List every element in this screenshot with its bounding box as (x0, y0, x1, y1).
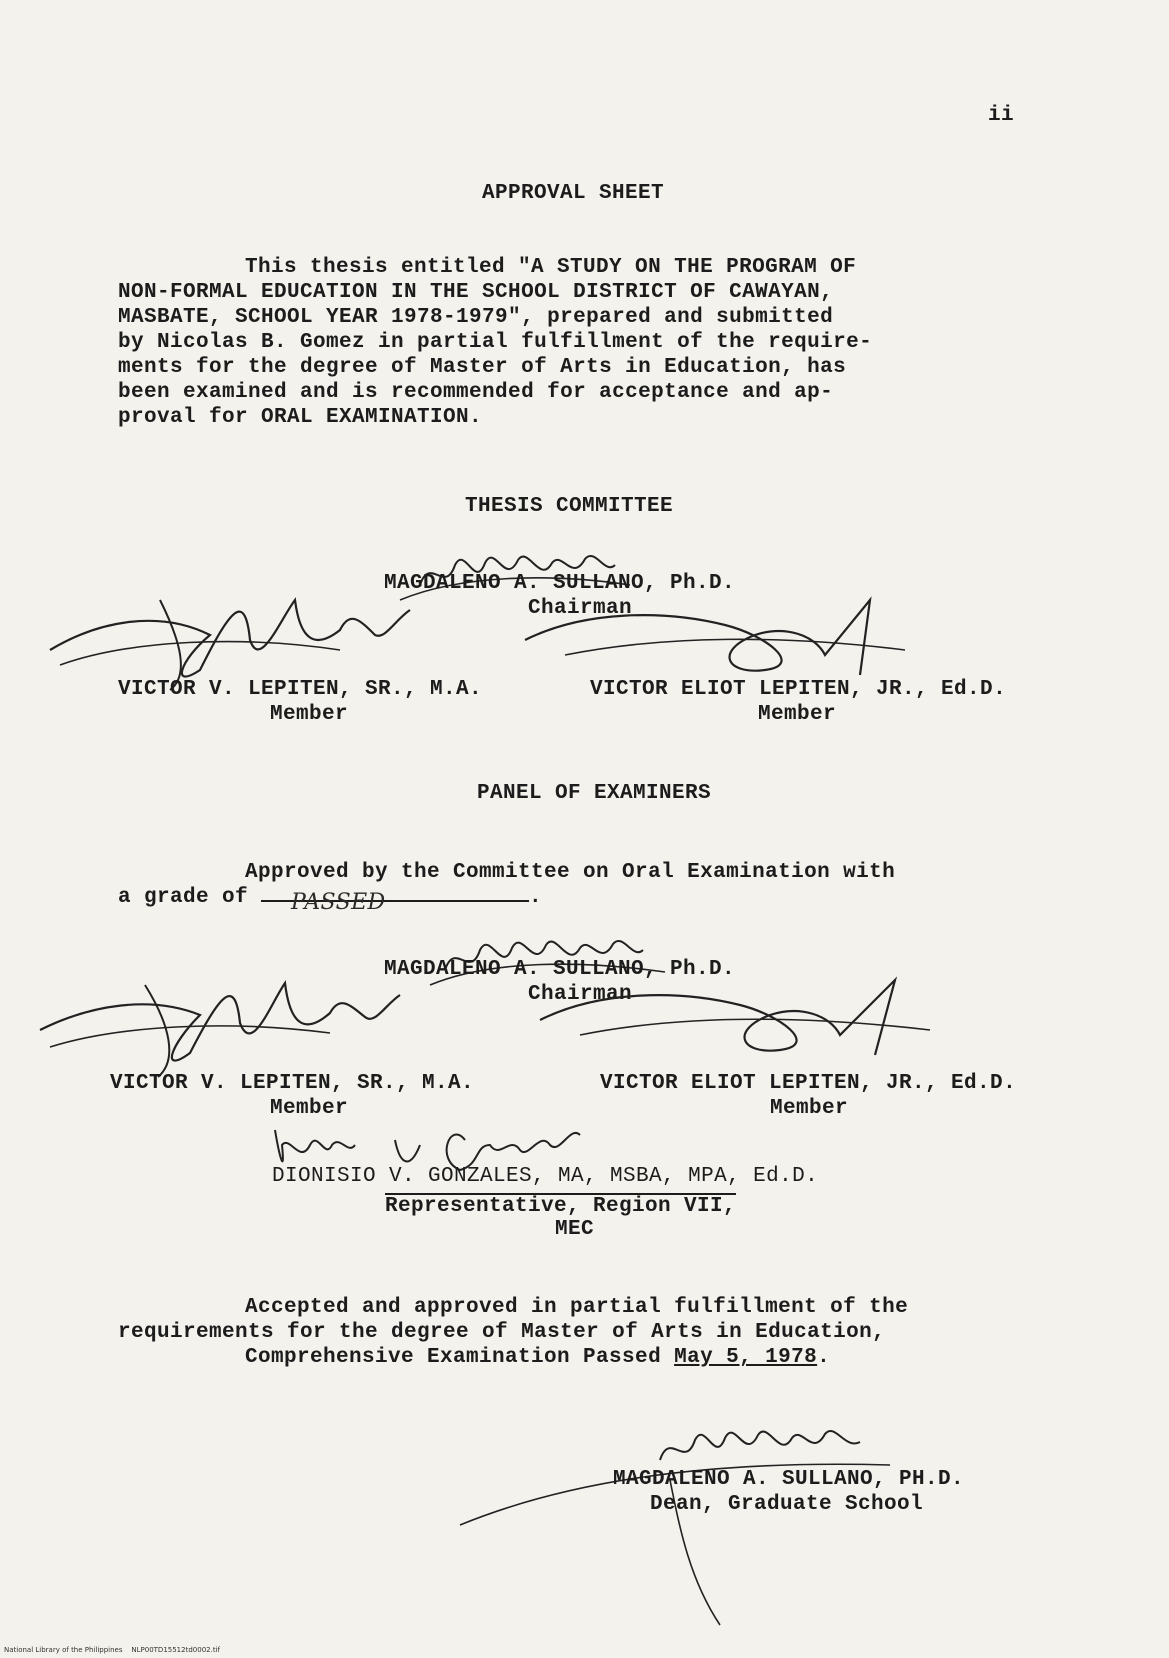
committee-member2-role: Member (758, 703, 837, 726)
acceptance-prefix: Comprehensive Examination Passed (245, 1346, 675, 1369)
grade-value: PASSED (291, 890, 386, 915)
dean-name: MAGDALENO A. SULLANO, PH.D. (613, 1468, 965, 1491)
member2-signature (525, 595, 915, 685)
panel-chair-role: Chairman (528, 983, 633, 1006)
dean-role: Dean, Graduate School (650, 1493, 924, 1516)
page-title: APPROVAL SHEET (482, 182, 665, 205)
panel-member2-signature (540, 975, 940, 1065)
intro-line: been examined and is recommended for acceptance and ap- (118, 381, 834, 404)
panel-member2-name: VICTOR ELIOT LEPITEN, JR., Ed.D. (600, 1072, 1017, 1095)
committee-member2-name: VICTOR ELIOT LEPITEN, JR., Ed.D. (590, 678, 1007, 701)
intro-line: NON-FORMAL EDUCATION IN THE SCHOOL DISTRICT OF CAWAYAN, (118, 281, 834, 304)
intro-line: by Nicolas B. Gomez in partial fulfillment of the require- (118, 331, 873, 354)
acceptance-suffix: . (817, 1346, 831, 1369)
acceptance-date: May 5, 1978 (674, 1346, 818, 1369)
intro-line: This thesis entitled "A STUDY ON THE PROGRAM OF (245, 256, 857, 279)
grade-prefix: a grade of (118, 886, 249, 909)
representative-name: DIONISIO V. GONZALES, MA, MSBA, MPA, Ed.D. (272, 1165, 819, 1188)
committee-heading: THESIS COMMITTEE (465, 495, 674, 518)
acceptance-line (245, 1345, 830, 1370)
committee-member1-role: Member (270, 703, 349, 726)
dean-signature (450, 1420, 910, 1630)
grade-field (261, 890, 529, 915)
panel-member1-name: VICTOR V. LEPITEN, SR., M.A. (110, 1072, 475, 1095)
footer-caption: National Library of the Philippines NLP00TD15512td0002.tif (4, 1646, 220, 1654)
intro-line: MASBATE, SCHOOL YEAR 1978-1979", prepared and submitted (118, 306, 834, 329)
panel-member2-role: Member (770, 1097, 849, 1120)
committee-member1-name: VICTOR V. LEPITEN, SR., M.A. (118, 678, 483, 701)
grade-suffix: . (529, 886, 543, 909)
panel-chair-name: MAGDALENO A. SULLANO, Ph.D. (384, 958, 736, 981)
panel-grade-line (118, 885, 543, 915)
representative-org: MEC (555, 1218, 595, 1241)
acceptance-line: requirements for the degree of Master of Arts in Education, (118, 1321, 886, 1344)
committee-chair-role: Chairman (528, 597, 633, 620)
intro-line: ments for the degree of Master of Arts in Education, has (118, 356, 847, 379)
page-number: ii (988, 104, 1015, 127)
panel-member1-signature (30, 965, 430, 1085)
acceptance-line: Accepted and approved in partial fulfillment of the (245, 1296, 909, 1319)
panel-member1-role: Member (270, 1097, 349, 1120)
panel-heading: PANEL OF EXAMINERS (477, 782, 712, 805)
committee-chair-name: MAGDALENO A. SULLANO, Ph.D. (384, 572, 736, 595)
intro-line: proval for ORAL EXAMINATION. (118, 406, 483, 429)
representative-role: Representative, Region VII, (385, 1195, 737, 1218)
panel-approved-line: Approved by the Committee on Oral Examination with (245, 861, 896, 884)
